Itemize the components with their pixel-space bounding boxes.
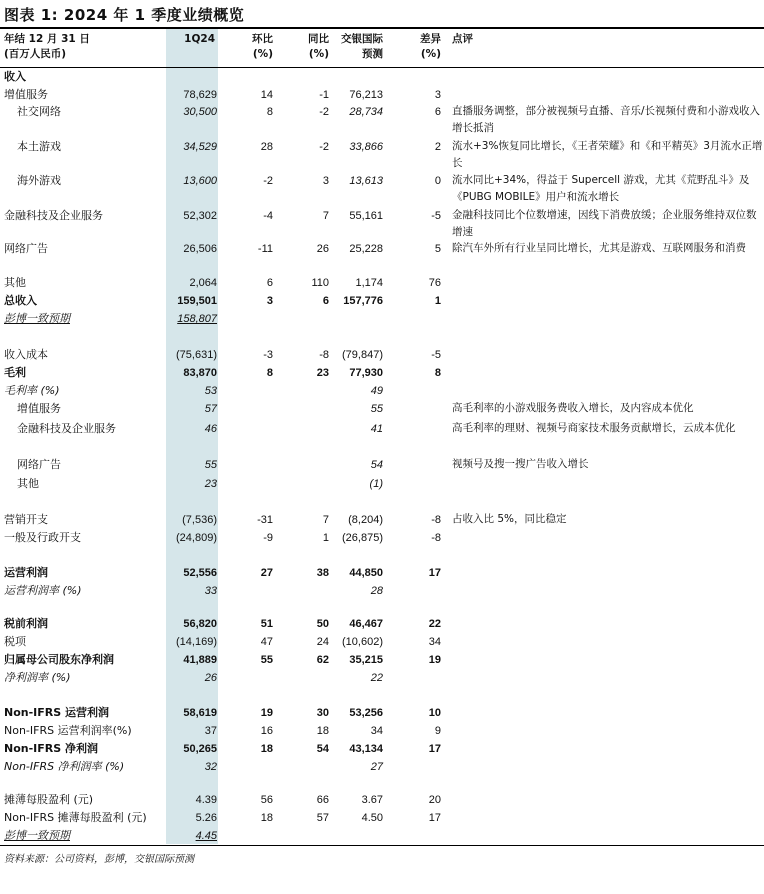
cell-diff: -8 [431,532,441,544]
cell-estimate: 34 [370,725,383,737]
cell-1q24: 26,506 [183,243,217,255]
cell-comment: 直播服务调整，部分被视频号直播、音乐/长视频付费和小游戏收入增长抵消 [452,105,761,134]
table-row [0,582,764,600]
row-label: 彭博一致预期 [4,829,70,842]
row-label: 收入 [4,70,26,83]
cell-yoy: 57 [316,812,329,824]
cell-1q24: 52,302 [183,210,217,222]
cell-1q24: 78,629 [183,89,217,101]
cell-yoy: 18 [316,725,329,737]
cell-yoy: 54 [316,743,329,755]
cell-yoy: 24 [316,636,329,648]
cell-1q24: 83,870 [183,367,217,379]
row-label: 收入成本 [4,348,48,361]
table-row [0,564,764,582]
cell-yoy: 23 [316,367,329,379]
header-1q24: 1Q24 [184,33,215,45]
cell-estimate: (1) [369,478,383,490]
cell-comment: 金融科技同比个位数增速，因线下消费放缓；企业服务维持双位数增速 [452,209,757,238]
table-row [0,511,764,529]
cell-diff: -5 [431,210,441,222]
cell-diff: 20 [428,794,441,806]
cell-1q24: (7,536) [182,514,217,526]
cell-estimate: 54 [370,459,383,471]
cell-qoq: -11 [257,243,273,255]
cell-diff: 17 [428,812,441,824]
table-row [0,292,764,310]
header-diff-line1: 差异 [420,33,441,45]
cell-estimate: 77,930 [349,367,383,379]
cell-1q24: 158,807 [177,313,217,325]
cell-diff: 19 [428,654,441,666]
cell-qoq: -3 [263,349,273,361]
cell-yoy: 62 [316,654,329,666]
header-yoy [308,32,329,62]
cell-1q24: 41,889 [183,654,217,666]
cell-qoq: 47 [260,636,273,648]
source-note: 资料来源：公司资料，彭博，交银国际预测 [4,854,194,865]
cell-comment: 视频号及搜一搜广告收入增长 [452,458,589,470]
cell-1q24: 26 [204,672,217,684]
table-row [0,827,764,845]
cell-1q24: 4.39 [195,794,217,806]
cell-diff: -8 [431,514,441,526]
cell-estimate: 13,613 [349,175,383,187]
row-label: Non-IFRS 运营利润 [4,706,109,719]
cell-estimate: (10,602) [342,636,383,648]
row-label: 毛利率 (%) [4,384,60,397]
row-label: 金融科技及企业服务 [4,209,103,222]
cell-1q24: 4.45 [195,830,217,842]
cell-qoq: -4 [263,210,273,222]
cell-estimate: 33,866 [349,141,383,153]
cell-qoq: 16 [260,725,273,737]
cell-qoq: -31 [257,514,273,526]
cell-diff: -5 [431,349,441,361]
cell-yoy: 6 [322,295,329,307]
table-row [0,138,764,169]
cell-estimate: 35,215 [349,654,383,666]
cell-diff: 17 [428,743,441,755]
cell-yoy: 7 [322,210,329,222]
header-estimate [341,32,383,62]
table-row [0,274,764,292]
cell-qoq: 14 [260,89,273,101]
row-label: 彭博一致预期 [4,312,70,325]
header-estimate-line1: 交银国际 [341,33,383,45]
header-qoq-line1: 环比 [252,33,273,45]
cell-1q24: 159,501 [177,295,217,307]
cell-yoy: 3 [322,175,329,187]
cell-diff: 0 [434,175,441,187]
cell-qoq: 51 [260,618,273,630]
cell-yoy: 38 [316,567,329,579]
row-label: 一般及行政开支 [4,531,81,544]
cell-1q24: 5.26 [195,812,217,824]
cell-estimate: 41 [370,423,383,435]
row-label: 其他 [4,276,26,289]
header-estimate-line2: 预测 [362,48,383,60]
cell-estimate: 28,734 [349,106,383,118]
cell-1q24: 33 [204,585,217,597]
cell-diff: 34 [428,636,441,648]
cell-qoq: 3 [266,295,273,307]
cell-estimate: 53,256 [349,707,383,719]
cell-estimate: (79,847) [342,349,383,361]
cell-yoy: -8 [319,349,329,361]
cell-yoy: 7 [322,514,329,526]
cell-yoy: 110 [311,277,329,289]
row-label: 归属母公司股东净利润 [4,653,114,666]
cell-estimate: 55,161 [349,210,383,222]
row-label: 运营利润率 (%) [4,584,82,597]
cell-qoq: 27 [260,567,273,579]
cell-1q24: 46 [204,423,217,435]
header-comment: 点评 [452,33,473,45]
table-row [0,529,764,547]
cell-qoq: 56 [260,794,273,806]
header-qoq-line2: (%) [252,48,273,60]
table-row [0,740,764,758]
row-label: Non-IFRS 净利润率 (%) [4,760,125,773]
cell-diff: 1 [434,295,441,307]
row-label: 营销开支 [4,513,48,526]
cell-estimate: 44,850 [349,567,383,579]
table-row [0,475,764,493]
cell-1q24: 23 [204,478,217,490]
header-period [4,32,90,62]
table-row [0,791,764,809]
cell-1q24: (14,169) [176,636,217,648]
table-row [0,722,764,740]
cell-estimate: (8,204) [348,514,383,526]
row-label: 金融科技及企业服务 [17,422,116,435]
table-row [0,633,764,651]
cell-estimate: 43,134 [349,743,383,755]
row-label: 增值服务 [4,88,48,101]
cell-qoq: 18 [260,743,273,755]
table-row [0,346,764,364]
cell-qoq: 28 [260,141,273,153]
cell-qoq: 18 [260,812,273,824]
cell-estimate: 3.67 [361,794,383,806]
cell-estimate: 55 [370,403,383,415]
header-yoy-line2: (%) [308,48,329,60]
header-unit-line2: (百万人民币) [4,48,67,60]
table-row [0,103,764,134]
table-row [0,758,764,776]
cell-comment: 流水+3%恢复同比增长，《王者荣耀》和《和平精英》3月流水正增长 [452,140,763,169]
row-label: Non-IFRS 净利润 [4,742,98,755]
cell-1q24: 57 [204,403,217,415]
cell-1q24: 34,529 [183,141,217,153]
table-row [0,310,764,328]
title-rule [0,27,764,29]
cell-1q24: 2,064 [189,277,217,289]
cell-1q24: 32 [204,761,217,773]
cell-estimate: 22 [370,672,383,684]
cell-yoy: 30 [316,707,329,719]
table-row [0,456,764,474]
row-label: 净利润率 (%) [4,671,71,684]
cell-1q24: 13,600 [183,175,217,187]
cell-1q24: (24,809) [176,532,217,544]
header-diff-line2: (%) [420,48,441,60]
header-diff [420,32,441,62]
cell-comment: 高毛利率的小游戏服务费收入增长，及内容成本优化 [452,402,694,414]
header-period-line1: 年结 12 月 31 日 [4,33,90,45]
cell-estimate: 1,174 [355,277,383,289]
table-row [0,382,764,400]
row-label: 其他 [17,477,39,490]
cell-qoq: 8 [266,106,273,118]
cell-estimate: 46,467 [349,618,383,630]
cell-estimate: 157,776 [343,295,383,307]
cell-1q24: (75,631) [176,349,217,361]
row-label: Non-IFRS 运营利润率(%) [4,724,132,737]
table-row [0,809,764,827]
cell-1q24: 30,500 [183,106,217,118]
cell-yoy: -2 [319,106,329,118]
row-label: Non-IFRS 摊薄每股盈利 (元) [4,811,147,824]
header-yoy-line1: 同比 [308,33,329,45]
cell-diff: 3 [434,89,441,101]
cell-1q24: 50,265 [183,743,217,755]
table-row [0,615,764,633]
cell-estimate: 27 [370,761,383,773]
row-label: 网络广告 [4,242,48,255]
cell-comment: 除汽车外所有行业呈同比增长，尤其是游戏、互联网服务和消费 [452,242,746,254]
cell-qoq: 55 [260,654,273,666]
cell-estimate: 28 [370,585,383,597]
cell-diff: 9 [434,725,441,737]
row-label: 摊薄每股盈利 (元) [4,793,94,806]
table-row [0,420,764,438]
cell-comment: 流水同比+34%，得益于 Supercell 游戏，尤其《荒野乱斗》及《PUBG MOBILE》用户和流水增长 [452,174,750,203]
cell-qoq: -2 [263,175,273,187]
cell-qoq: -9 [263,532,273,544]
table-row [0,669,764,687]
cell-diff: 17 [428,567,441,579]
cell-yoy: 50 [316,618,329,630]
header-qoq [252,32,273,62]
cell-yoy: 66 [316,794,329,806]
bottom-rule [0,845,764,846]
row-label: 运营利润 [4,566,48,579]
cell-1q24: 53 [204,385,217,397]
table-row [0,68,764,86]
row-label: 毛利 [4,366,26,379]
table-row [0,400,764,418]
cell-qoq: 6 [266,277,273,289]
row-label: 税前利润 [4,617,48,630]
cell-diff: 6 [434,106,441,118]
cell-diff: 10 [428,707,441,719]
cell-diff: 76 [428,277,441,289]
row-label: 增值服务 [17,402,61,415]
cell-diff: 8 [434,367,441,379]
cell-1q24: 37 [204,725,217,737]
cell-diff: 5 [434,243,441,255]
cell-comment: 高毛利率的理财、视频号商家技术服务贡献增长，云成本优化 [452,422,736,434]
row-label: 本土游戏 [17,140,61,153]
cell-1q24: 58,619 [183,707,217,719]
cell-estimate: 76,213 [349,89,383,101]
cell-1q24: 52,556 [183,567,217,579]
row-label: 税项 [4,635,26,648]
figure-title: 图表 1: 2024 年 1 季度业绩概览 [4,6,245,24]
cell-1q24: 56,820 [183,618,217,630]
cell-estimate: 4.50 [361,812,383,824]
cell-diff: 22 [428,618,441,630]
table-row [0,172,764,203]
table-row [0,240,764,258]
cell-yoy: -1 [319,89,329,101]
cell-comment: 占收入比 5%，同比稳定 [452,513,567,525]
table-row [0,86,764,104]
table-row [0,207,764,238]
cell-yoy: 26 [316,243,329,255]
cell-yoy: 1 [322,532,329,544]
cell-estimate: 49 [370,385,383,397]
row-label: 社交网络 [17,105,61,118]
row-label: 网络广告 [17,458,61,471]
cell-1q24: 55 [204,459,217,471]
cell-qoq: 8 [266,367,273,379]
cell-estimate: (26,875) [342,532,383,544]
row-label: 海外游戏 [17,174,61,187]
cell-diff: 2 [434,141,441,153]
table-row [0,364,764,382]
table-row [0,651,764,669]
cell-estimate: 25,228 [349,243,383,255]
table-row [0,704,764,722]
row-label: 总收入 [4,294,37,307]
cell-qoq: 19 [260,707,273,719]
cell-yoy: -2 [319,141,329,153]
